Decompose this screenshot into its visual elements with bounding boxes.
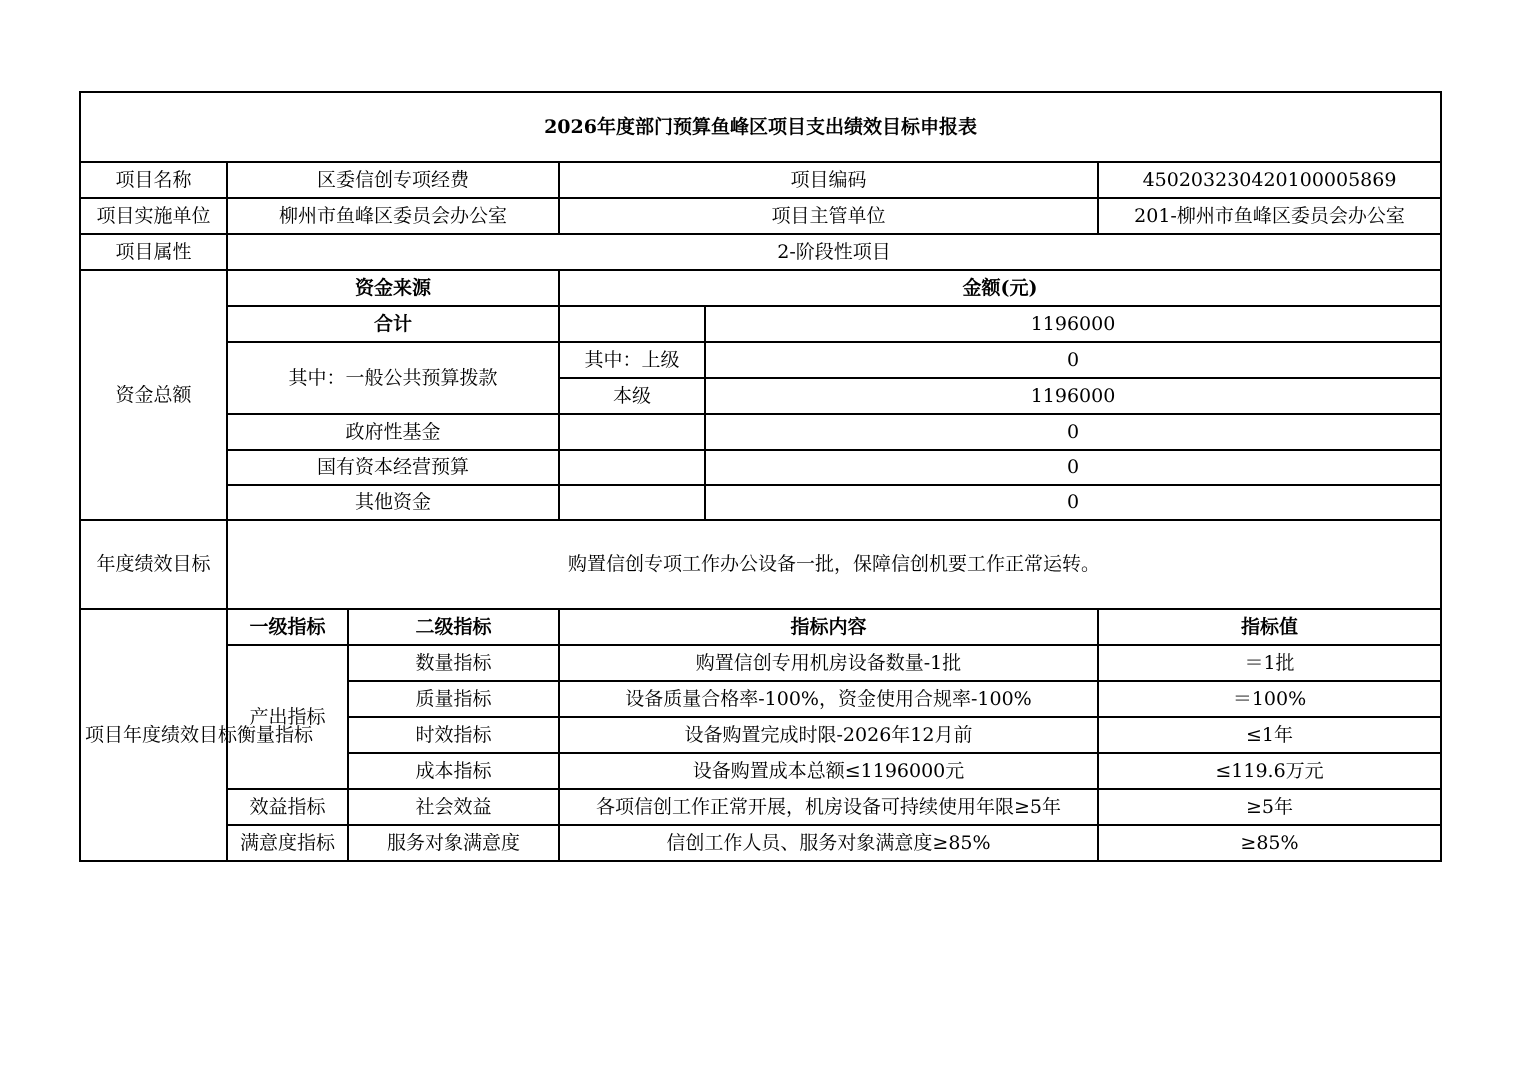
indicators-section-label: 项目年度绩效目标衡量指标 — [80, 609, 227, 861]
fund-local-value: 1196000 — [705, 378, 1441, 414]
project-attr-label: 项目属性 — [80, 234, 227, 270]
indicator-value: ≤119.6万元 — [1098, 753, 1441, 789]
satisfaction-indicator-label: 满意度指标 — [227, 825, 348, 861]
fund-source-header: 资金来源 — [227, 270, 559, 306]
indicator-level2: 社会效益 — [348, 789, 559, 825]
indicator-value: ≥85% — [1098, 825, 1441, 861]
fund-upper-value: 0 — [705, 342, 1441, 378]
fund-upper-label: 其中：上级 — [559, 342, 705, 378]
project-code-value: 450203230420100005869 — [1098, 162, 1441, 198]
funds-section-label: 资金总额 — [80, 270, 227, 520]
indicator-content: 各项信创工作正常开展，机房设备可持续使用年限≥5年 — [559, 789, 1098, 825]
annual-goal-label: 年度绩效目标 — [80, 520, 227, 609]
fund-state-capital-label: 国有资本经营预算 — [227, 450, 559, 485]
fund-gov-label: 政府性基金 — [227, 414, 559, 450]
page-title: 2026年度部门预算鱼峰区项目支出绩效目标申报表 — [80, 92, 1441, 162]
indicator-content: 信创工作人员、服务对象满意度≥85% — [559, 825, 1098, 861]
indicator-content: 设备质量合格率-100%，资金使用合规率-100% — [559, 681, 1098, 717]
indicator-level2: 服务对象满意度 — [348, 825, 559, 861]
empty-cell — [559, 450, 705, 485]
indicator-value: ＝1批 — [1098, 645, 1441, 681]
impl-unit-value: 柳州市鱼峰区委员会办公室 — [227, 198, 559, 234]
impl-unit-label: 项目实施单位 — [80, 198, 227, 234]
project-name-label: 项目名称 — [80, 162, 227, 198]
indicator-level2: 成本指标 — [348, 753, 559, 789]
fund-amount-header: 金额(元) — [559, 270, 1441, 306]
indicator-value: ＝100% — [1098, 681, 1441, 717]
fund-other-value: 0 — [705, 485, 1441, 520]
value-header: 指标值 — [1098, 609, 1441, 645]
performance-target-table — [79, 91, 1442, 862]
level1-header: 一级指标 — [227, 609, 348, 645]
empty-cell — [559, 414, 705, 450]
empty-cell — [559, 485, 705, 520]
fund-total-value: 1196000 — [705, 306, 1441, 342]
indicator-content: 设备购置成本总额≤1196000元 — [559, 753, 1098, 789]
fund-state-capital-value: 0 — [705, 450, 1441, 485]
level2-header: 二级指标 — [348, 609, 559, 645]
empty-cell — [559, 306, 705, 342]
indicator-level2: 时效指标 — [348, 717, 559, 753]
indicator-content: 设备购置完成时限-2026年12月前 — [559, 717, 1098, 753]
project-name-value: 区委信创专项经费 — [227, 162, 559, 198]
fund-local-label: 本级 — [559, 378, 705, 414]
fund-general-label: 其中：一般公共预算拨款 — [227, 342, 559, 414]
fund-total-label: 合计 — [227, 306, 559, 342]
fund-other-label: 其他资金 — [227, 485, 559, 520]
output-indicator-label: 产出指标 — [227, 645, 348, 789]
indicator-content: 购置信创专用机房设备数量-1批 — [559, 645, 1098, 681]
benefit-indicator-label: 效益指标 — [227, 789, 348, 825]
annual-goal-text: 购置信创专项工作办公设备一批，保障信创机要工作正常运转。 — [227, 520, 1441, 609]
mgmt-unit-value: 201-柳州市鱼峰区委员会办公室 — [1098, 198, 1441, 234]
indicator-level2: 质量指标 — [348, 681, 559, 717]
fund-gov-value: 0 — [705, 414, 1441, 450]
mgmt-unit-label: 项目主管单位 — [559, 198, 1098, 234]
indicator-value: ≥5年 — [1098, 789, 1441, 825]
content-header: 指标内容 — [559, 609, 1098, 645]
project-code-label: 项目编码 — [559, 162, 1098, 198]
indicator-level2: 数量指标 — [348, 645, 559, 681]
project-attr-value: 2-阶段性项目 — [227, 234, 1441, 270]
indicator-value: ≤1年 — [1098, 717, 1441, 753]
